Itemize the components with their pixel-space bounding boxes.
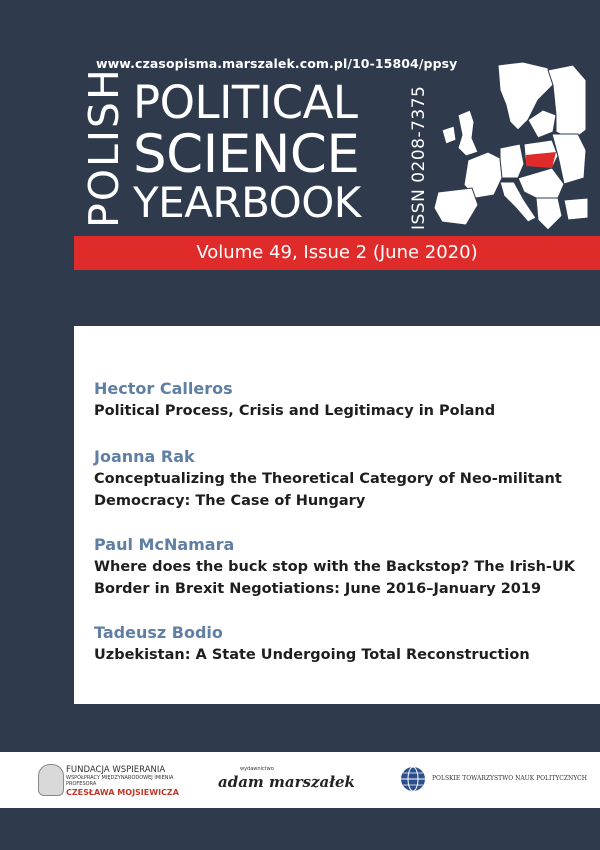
society-name: POLSKIE TOWARZYSTWO NAUK POLITYCZNYCH [432,775,587,782]
journal-url: www.czasopisma.marszalek.com.pl/10-15804/ppsy [96,56,458,71]
europe-map-icon [428,60,588,235]
foundation-line-1: FUNDACJA WSPIERANIA [66,765,166,775]
article-title: Political Process, Crisis and Legitimacy in Poland [94,403,496,419]
article-title: Uzbekistan: A State Undergoing Total Reconstruction [94,647,530,663]
article-title-line-2: Democracy: The Case of Hungary [94,493,366,509]
publisher-small-text: wydawnictwo [240,766,274,772]
article-author: Paul McNamara [94,535,235,554]
society-logo [400,766,587,796]
globe-icon [400,766,426,792]
foundation-line-3: CZESŁAWA MOJSIEWICZA [66,788,179,797]
article-title-line-1: Conceptualizing the Theoretical Category of Neo-militant [94,471,562,487]
foundation-logo [38,764,188,800]
article-author: Tadeusz Bodio [94,623,223,642]
portrait-icon [38,764,64,796]
footer-logos [0,752,600,808]
title-polish-vertical: POLISH [80,67,128,228]
article-author: Hector Calleros [94,379,233,398]
publisher-logo [218,766,355,798]
article-2 [94,446,594,512]
article-3 [94,534,594,600]
title-science: SCIENCE [133,124,360,185]
contents-panel [74,326,600,704]
volume-banner [74,236,600,270]
title-yearbook: YEARBOOK [133,178,361,227]
article-title-line-1: Where does the buck stop with the Backstop? The Irish-UK [94,559,575,575]
issn-vertical: ISSN 0208-7375 [409,85,429,230]
publisher-name: adam marszałek [218,773,355,791]
article-title-line-2: Border in Brexit Negotiations: June 2016–January 2019 [94,581,542,597]
article-1 [94,378,594,422]
article-4 [94,622,594,666]
volume-text: Volume 49, Issue 2 (June 2020) [196,242,478,263]
article-author: Joanna Rak [94,447,195,466]
title-political: POLITICAL [133,76,358,129]
foundation-line-2: WSPÓŁPRACY MIĘDZYNARODOWEJ IMIENIA PROFESORA [66,775,174,787]
